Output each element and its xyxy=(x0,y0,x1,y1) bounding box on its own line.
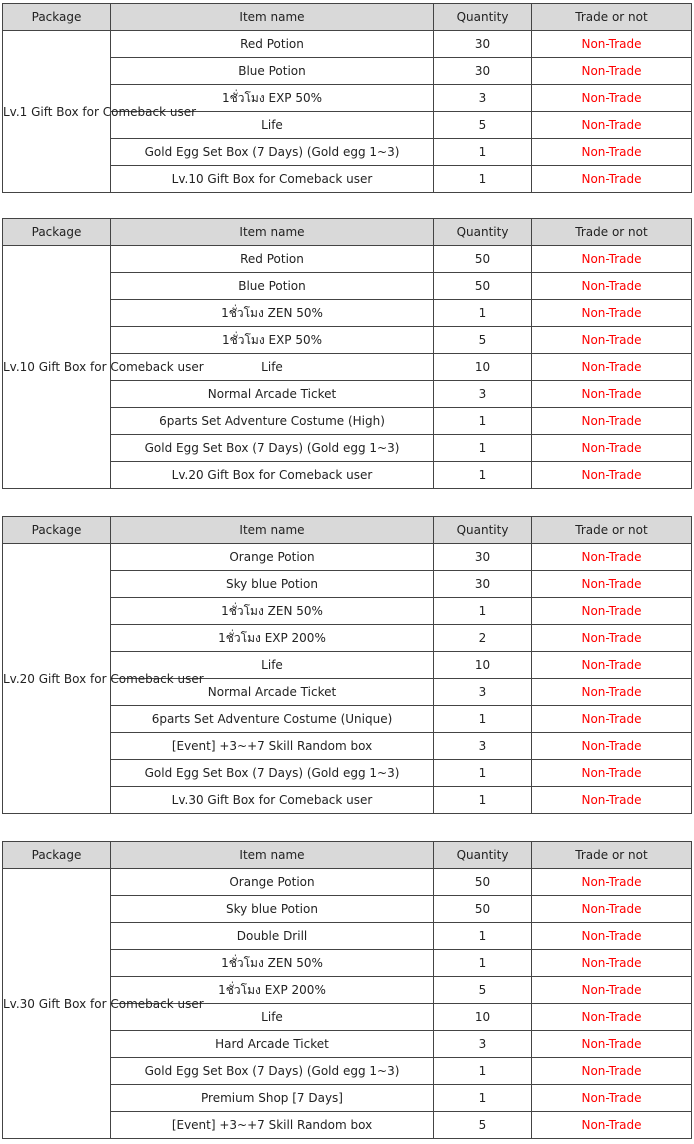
trade-cell: Non-Trade xyxy=(532,462,692,489)
header-item-name: Item name xyxy=(111,517,434,544)
trade-cell: Non-Trade xyxy=(532,896,692,923)
item-name-cell: Gold Egg Set Box (7 Days) (Gold egg 1~3) xyxy=(111,760,434,787)
quantity-cell: 5 xyxy=(434,327,532,354)
quantity-cell: 1 xyxy=(434,1085,532,1112)
header-trade: Trade or not xyxy=(532,517,692,544)
quantity-cell: 50 xyxy=(434,246,532,273)
trade-cell: Non-Trade xyxy=(532,1031,692,1058)
quantity-cell: 1 xyxy=(434,1058,532,1085)
table-row xyxy=(3,869,692,896)
table-row xyxy=(3,246,692,273)
item-name-cell: Premium Shop [7 Days] xyxy=(111,1085,434,1112)
header-trade: Trade or not xyxy=(532,4,692,31)
quantity-cell: 1 xyxy=(434,166,532,193)
trade-cell: Non-Trade xyxy=(532,273,692,300)
header-item-name: Item name xyxy=(111,219,434,246)
quantity-cell: 3 xyxy=(434,1031,532,1058)
item-name-cell: Red Potion xyxy=(111,246,434,273)
trade-cell: Non-Trade xyxy=(532,58,692,85)
trade-cell: Non-Trade xyxy=(532,300,692,327)
quantity-cell: 50 xyxy=(434,869,532,896)
package-table xyxy=(2,3,692,193)
table-row xyxy=(3,31,692,58)
quantity-cell: 1 xyxy=(434,139,532,166)
header-trade: Trade or not xyxy=(532,842,692,869)
item-name-cell: Blue Potion xyxy=(111,273,434,300)
item-name-cell: 1ชั่วโมง EXP 50% xyxy=(111,85,434,112)
item-name-cell: [Event] +3~+7 Skill Random box xyxy=(111,1112,434,1139)
trade-cell: Non-Trade xyxy=(532,435,692,462)
table-row xyxy=(3,544,692,571)
quantity-cell: 5 xyxy=(434,977,532,1004)
item-name-cell: Lv.30 Gift Box for Comeback user xyxy=(111,787,434,814)
header-item-name: Item name xyxy=(111,4,434,31)
trade-cell: Non-Trade xyxy=(532,571,692,598)
item-name-cell: Double Drill xyxy=(111,923,434,950)
trade-cell: Non-Trade xyxy=(532,85,692,112)
quantity-cell: 5 xyxy=(434,1112,532,1139)
quantity-cell: 1 xyxy=(434,435,532,462)
trade-cell: Non-Trade xyxy=(532,408,692,435)
trade-cell: Non-Trade xyxy=(532,246,692,273)
item-name-cell: 1ชั่วโมง ZEN 50% xyxy=(111,950,434,977)
quantity-cell: 1 xyxy=(434,598,532,625)
item-name-cell: [Event] +3~+7 Skill Random box xyxy=(111,733,434,760)
item-name-cell: Sky blue Potion xyxy=(111,896,434,923)
item-name-cell: Gold Egg Set Box (7 Days) (Gold egg 1~3) xyxy=(111,139,434,166)
quantity-cell: 1 xyxy=(434,706,532,733)
item-name-cell: Life xyxy=(111,354,434,381)
header-quantity: Quantity xyxy=(434,4,532,31)
trade-cell: Non-Trade xyxy=(532,327,692,354)
quantity-cell: 1 xyxy=(434,408,532,435)
quantity-cell: 10 xyxy=(434,652,532,679)
item-name-cell: 1ชั่วโมง ZEN 50% xyxy=(111,300,434,327)
quantity-cell: 3 xyxy=(434,679,532,706)
package-name-cell: Lv.30 Gift Box for Comeback user xyxy=(3,869,111,1139)
item-name-cell: Life xyxy=(111,1004,434,1031)
trade-cell: Non-Trade xyxy=(532,869,692,896)
quantity-cell: 1 xyxy=(434,787,532,814)
trade-cell: Non-Trade xyxy=(532,706,692,733)
item-name-cell: Normal Arcade Ticket xyxy=(111,381,434,408)
trade-cell: Non-Trade xyxy=(532,166,692,193)
quantity-cell: 1 xyxy=(434,923,532,950)
trade-cell: Non-Trade xyxy=(532,977,692,1004)
quantity-cell: 3 xyxy=(434,85,532,112)
quantity-cell: 50 xyxy=(434,896,532,923)
header-package: Package xyxy=(3,4,111,31)
item-name-cell: 6parts Set Adventure Costume (High) xyxy=(111,408,434,435)
item-name-cell: Hard Arcade Ticket xyxy=(111,1031,434,1058)
table-header-row xyxy=(3,842,692,869)
quantity-cell: 3 xyxy=(434,733,532,760)
trade-cell: Non-Trade xyxy=(532,950,692,977)
item-name-cell: 1ชั่วโมง EXP 200% xyxy=(111,977,434,1004)
trade-cell: Non-Trade xyxy=(532,354,692,381)
header-package: Package xyxy=(3,517,111,544)
header-quantity: Quantity xyxy=(434,219,532,246)
trade-cell: Non-Trade xyxy=(532,139,692,166)
quantity-cell: 30 xyxy=(434,58,532,85)
item-name-cell: Orange Potion xyxy=(111,869,434,896)
package-name-cell: Lv.20 Gift Box for Comeback user xyxy=(3,544,111,814)
item-name-cell: Normal Arcade Ticket xyxy=(111,679,434,706)
quantity-cell: 1 xyxy=(434,462,532,489)
trade-cell: Non-Trade xyxy=(532,1004,692,1031)
package-table xyxy=(2,841,692,1139)
trade-cell: Non-Trade xyxy=(532,679,692,706)
item-name-cell: Sky blue Potion xyxy=(111,571,434,598)
quantity-cell: 5 xyxy=(434,112,532,139)
quantity-cell: 10 xyxy=(434,1004,532,1031)
item-name-cell: 6parts Set Adventure Costume (Unique) xyxy=(111,706,434,733)
header-quantity: Quantity xyxy=(434,842,532,869)
trade-cell: Non-Trade xyxy=(532,1058,692,1085)
trade-cell: Non-Trade xyxy=(532,544,692,571)
item-name-cell: Lv.10 Gift Box for Comeback user xyxy=(111,166,434,193)
trade-cell: Non-Trade xyxy=(532,598,692,625)
quantity-cell: 1 xyxy=(434,300,532,327)
item-name-cell: 1ชั่วโมง EXP 200% xyxy=(111,625,434,652)
trade-cell: Non-Trade xyxy=(532,1112,692,1139)
item-name-cell: Lv.20 Gift Box for Comeback user xyxy=(111,462,434,489)
trade-cell: Non-Trade xyxy=(532,760,692,787)
item-name-cell: Gold Egg Set Box (7 Days) (Gold egg 1~3) xyxy=(111,1058,434,1085)
table-header-row xyxy=(3,4,692,31)
quantity-cell: 2 xyxy=(434,625,532,652)
trade-cell: Non-Trade xyxy=(532,625,692,652)
quantity-cell: 3 xyxy=(434,381,532,408)
package-name-cell: Lv.10 Gift Box for Comeback user xyxy=(3,246,111,489)
trade-cell: Non-Trade xyxy=(532,923,692,950)
item-name-cell: Gold Egg Set Box (7 Days) (Gold egg 1~3) xyxy=(111,435,434,462)
item-name-cell: Life xyxy=(111,112,434,139)
trade-cell: Non-Trade xyxy=(532,381,692,408)
header-package: Package xyxy=(3,842,111,869)
item-name-cell: Red Potion xyxy=(111,31,434,58)
quantity-cell: 1 xyxy=(434,950,532,977)
trade-cell: Non-Trade xyxy=(532,1085,692,1112)
package-table xyxy=(2,516,692,814)
item-name-cell: 1ชั่วโมง ZEN 50% xyxy=(111,598,434,625)
item-name-cell: Blue Potion xyxy=(111,58,434,85)
header-trade: Trade or not xyxy=(532,219,692,246)
header-quantity: Quantity xyxy=(434,517,532,544)
trade-cell: Non-Trade xyxy=(532,652,692,679)
package-table xyxy=(2,218,692,489)
quantity-cell: 10 xyxy=(434,354,532,381)
table-header-row xyxy=(3,219,692,246)
package-name-cell: Lv.1 Gift Box for Comeback user xyxy=(3,31,111,193)
table-header-row xyxy=(3,517,692,544)
quantity-cell: 1 xyxy=(434,760,532,787)
header-package: Package xyxy=(3,219,111,246)
item-name-cell: Life xyxy=(111,652,434,679)
trade-cell: Non-Trade xyxy=(532,112,692,139)
quantity-cell: 50 xyxy=(434,273,532,300)
trade-cell: Non-Trade xyxy=(532,733,692,760)
item-name-cell: 1ชั่วโมง EXP 50% xyxy=(111,327,434,354)
trade-cell: Non-Trade xyxy=(532,787,692,814)
quantity-cell: 30 xyxy=(434,571,532,598)
trade-cell: Non-Trade xyxy=(532,31,692,58)
quantity-cell: 30 xyxy=(434,544,532,571)
quantity-cell: 30 xyxy=(434,31,532,58)
item-name-cell: Orange Potion xyxy=(111,544,434,571)
header-item-name: Item name xyxy=(111,842,434,869)
